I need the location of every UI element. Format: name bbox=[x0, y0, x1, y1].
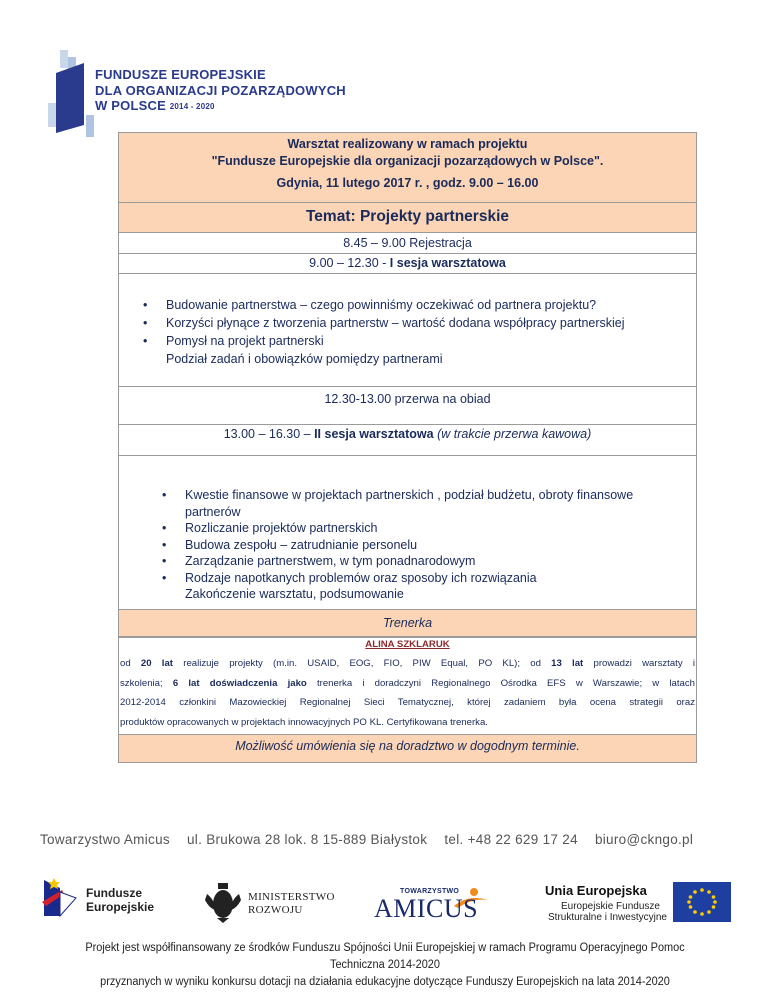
workshop-header bbox=[119, 133, 696, 203]
trainer-bio bbox=[118, 636, 697, 732]
workshop-topic: Temat: Projekty partnerskie bbox=[119, 203, 696, 233]
bio-line: od 20 lat realizuje projekty (m.in. USAID, EOG, FIO, PIW Equal, PO KL); od 13 lat prowadzi warsztaty i bbox=[120, 658, 695, 669]
session1-label: I sesja warsztatowa bbox=[389, 256, 506, 270]
bullet-icon: • bbox=[162, 554, 167, 568]
trainer-heading: Trenerka bbox=[119, 610, 696, 637]
session1-list bbox=[119, 274, 696, 387]
bullet-icon: • bbox=[162, 570, 167, 585]
footer-line-1: Projekt jest współfinansowany ze środków Funduszu Spójności Unii Europejskiej w ramach Programu Operacyjnego Pomoc Techniczna 2014-2020 bbox=[85, 942, 685, 971]
amicus-logo: TOWARZYSTWO AMICUS bbox=[374, 886, 494, 931]
list-item: • Zarządzanie partnerstwem, w tym ponadnarodowym bbox=[162, 554, 476, 568]
session2-label: II sesja warsztatowa bbox=[314, 427, 434, 441]
workshop-date: Gdynia, 11 lutego 2017 r. , godz. 9.00 – 16.00 bbox=[276, 176, 539, 190]
list-item: • Pomysł na projekt partnerski bbox=[143, 334, 324, 348]
contact-phone: tel. +48 22 629 17 24 bbox=[444, 832, 578, 847]
list-item: • Kwestie finansowe w projektach partnerskich , podział budżetu, obroty finansowe partnerów bbox=[162, 488, 634, 519]
header-line-1: Warsztat realizowany w ramach projektu bbox=[287, 137, 528, 151]
logo-line-2: DLA ORGANIZACJI POZARZĄDOWYCH bbox=[95, 82, 346, 98]
trainer-name: ALINA SZKLARUK bbox=[365, 639, 450, 650]
logo-years: 2014 - 2020 bbox=[169, 102, 215, 111]
bio-line: szkolenia; 6 lat doświadczenia jako trenerka i doradczyni Regionalnego Ośrodka EFS w Warszawie; w latach bbox=[120, 677, 696, 689]
logo-line-3: W POLSCE bbox=[95, 98, 166, 113]
cofinancing-footer bbox=[57, 940, 713, 991]
contact-address: ul. Brukowa 28 lok. 8 15-889 Białystok bbox=[187, 832, 428, 847]
contact-org: Towarzystwo Amicus bbox=[40, 832, 170, 847]
list-item: • Budowanie partnerstwa – czego powinniśmy oczekiwać od partnera projektu? bbox=[143, 298, 597, 312]
ministry-logo: MINISTERSTWO ROZWOJU bbox=[248, 891, 335, 916]
session2-note: (w trakcie przerwa kawowa) bbox=[433, 427, 592, 441]
session1-row bbox=[119, 254, 696, 274]
bullet-icon: • bbox=[143, 334, 148, 348]
bio-line: produktów opracowanych w projektach innowacyjnych PO KL. Certyfikowana trenerka. bbox=[120, 716, 488, 728]
eu-flag-icon bbox=[673, 882, 731, 922]
bio-line: 2012-2014 członkini Mazowieckiej Regionalnej Sieci Tematycznej, której zadaniem była ocena strategii oraz bbox=[120, 697, 695, 708]
list-item-extra: Zakończenie warsztatu, podsumowanie bbox=[185, 587, 404, 601]
registration-row: 8.45 – 9.00 Rejestracja bbox=[119, 233, 696, 254]
consultation-note: Możliwość umówienia się na doradztwo w dogodnym terminie. bbox=[118, 734, 697, 763]
header-line-2: "Fundusze Europejskie dla organizacji pozarządowych w Polsce". bbox=[211, 154, 604, 168]
footer-line-2: przyznanych w wyniku konkursu dotacji na działania edukacyjne dotyczące Funduszy Europejskich na lata 2014-2020 bbox=[100, 976, 670, 988]
logo-line-1: FUNDUSZE EUROPEJSKIE bbox=[95, 67, 266, 82]
list-item: • Budowa zespołu – zatrudnianie personelu bbox=[162, 537, 418, 552]
list-item-extra: Podział zadań i obowiązków pomiędzy partnerami bbox=[166, 352, 443, 366]
lunch-row: 12.30-13.00 przerwa na obiad bbox=[119, 387, 696, 425]
session2-time: 13.00 – 16.30 – bbox=[223, 427, 315, 441]
eagle-emblem-icon bbox=[203, 880, 243, 924]
contact-email[interactable]: biuro@ckngo.pl bbox=[594, 832, 694, 847]
list-item: • Rozliczanie projektów partnerskich bbox=[162, 521, 378, 535]
session2-row bbox=[119, 425, 696, 456]
fundusze-europejskie-logo: Fundusze Europejskie bbox=[86, 886, 155, 914]
bullet-icon: • bbox=[143, 298, 148, 312]
fe-ngo-logo-text bbox=[95, 67, 346, 115]
contact-line bbox=[40, 832, 730, 847]
list-item: • Rodzaje napotkanych problemów oraz sposoby ich rozwiązania bbox=[162, 570, 537, 585]
session1-time: 9.00 – 12.30 - bbox=[309, 256, 390, 270]
list-item: • Korzyści płynące z tworzenia partnerstw – wartość dodana współpracy partnerskiej bbox=[143, 316, 625, 330]
bullet-icon: • bbox=[162, 537, 167, 552]
session2-list bbox=[119, 456, 696, 610]
bullet-icon: • bbox=[143, 316, 148, 330]
bullet-icon: • bbox=[162, 488, 167, 502]
fundusze-europejskie-logo-icon bbox=[40, 876, 80, 922]
bullet-icon: • bbox=[162, 521, 167, 535]
agenda-table bbox=[118, 132, 697, 638]
eu-logo-text: Unia Europejska Europejskie Fundusze Strukturalne i Inwestycyjne bbox=[545, 883, 667, 923]
